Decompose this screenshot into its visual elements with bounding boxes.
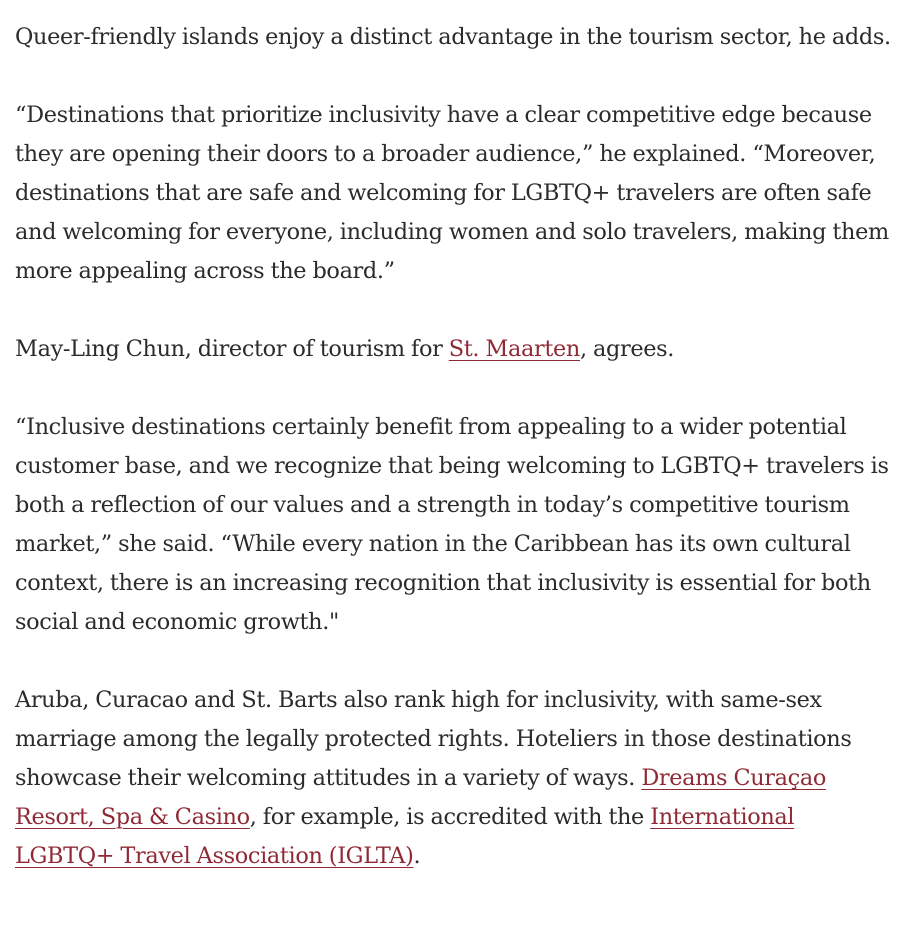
paragraph-may-ling-chun — [15, 330, 891, 369]
paragraph-text: May-Ling Chun, director of tourism for — [15, 336, 449, 362]
paragraph-queer-friendly-islands: Queer-friendly islands enjoy a distinct advantage in the tourism sector, he adds. — [15, 24, 891, 50]
paragraph-text: , agrees. — [579, 336, 675, 362]
paragraph-destinations-quote: “Destinations that prioritize inclusivity have a clear competitive edge because they are opening their doors to a broader audience,” he explained. “Moreover, destinations that are safe and welcoming for LGBTQ+ travelers are often safe and welcoming for everyone, including women and solo travelers, making them more appealing across the board.” — [15, 102, 889, 284]
paragraph-text: . — [413, 843, 421, 869]
dreams-curacao-link[interactable]: Dreams Curaçao Resort, Spa & Casino — [15, 765, 826, 830]
paragraph-text: , for example, is accredited with the — [249, 804, 651, 830]
paragraph-aruba-curacao — [15, 681, 891, 876]
paragraph-inclusive-destinations-quote: “Inclusive destinations certainly benefit from appealing to a wider potential customer base, and we recognize that being welcoming to LGBTQ+ travelers is both a reflection of our values and a strength in today’s competitive tourism market,” she said. “While every nation in the Caribbean has its own cultural context, there is an increasing recognition that inclusivity is essential for both social and economic growth." — [15, 414, 889, 635]
iglta-link[interactable]: International LGBTQ+ Travel Association (IGLTA) — [15, 804, 795, 869]
st-maarten-link[interactable]: St. Maarten — [448, 336, 580, 362]
paragraph-text: Aruba, Curacao and St. Barts also rank high for inclusivity, with same-sex marriage among the legally protected rights. Hoteliers in those destinations showcase their welcoming attitudes in a variety of ways. — [15, 687, 852, 791]
